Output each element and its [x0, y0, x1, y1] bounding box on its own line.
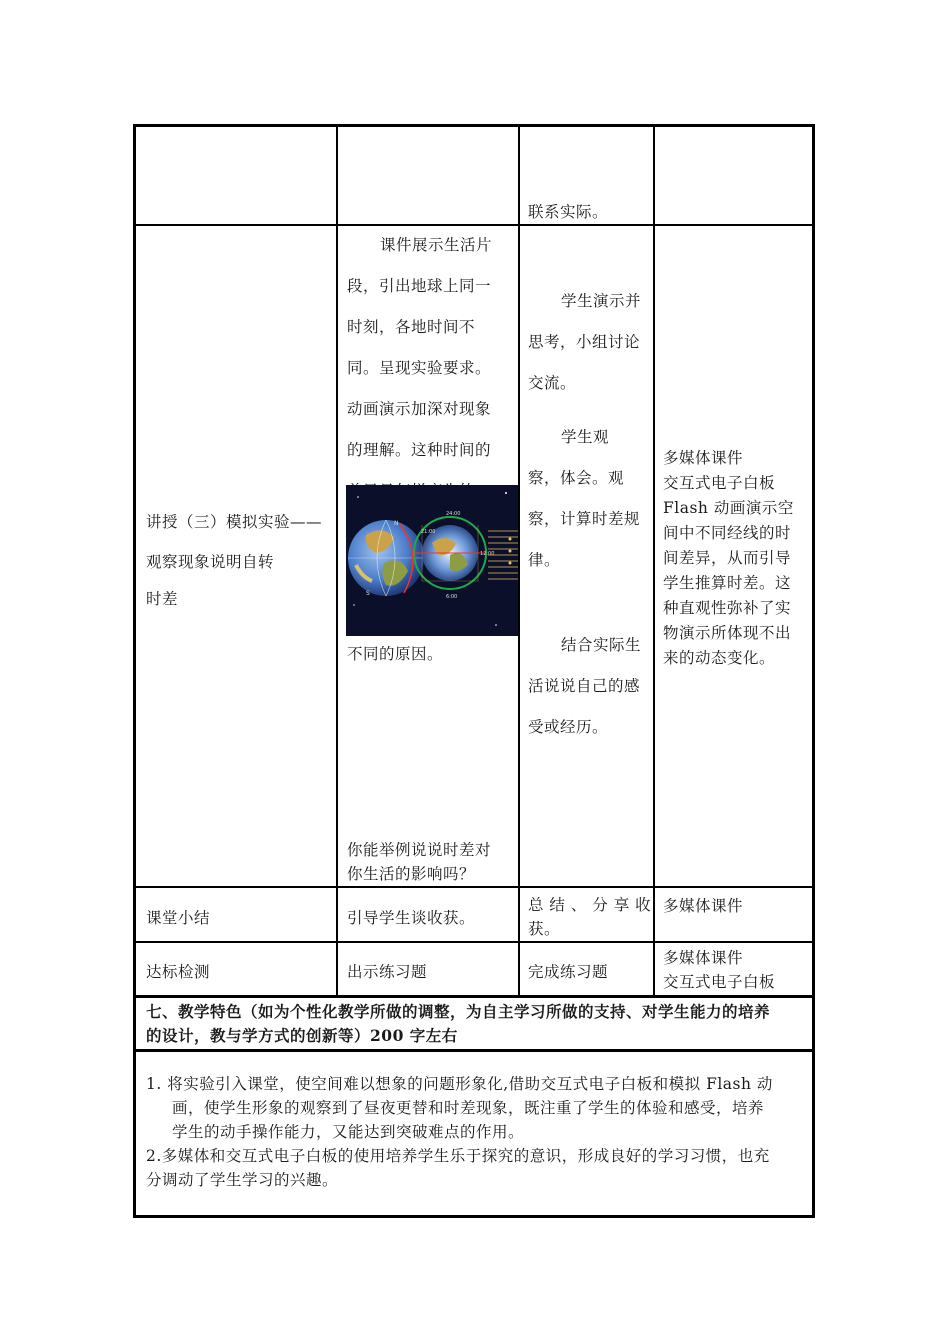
- media-desc-line: 物演示所体现不出: [663, 624, 792, 642]
- teacher-activity: [347, 225, 512, 487]
- student-line: 察，计算时差规: [528, 510, 641, 528]
- row-divider: [133, 995, 815, 998]
- test-media-line: 多媒体课件: [663, 949, 744, 967]
- earth-animation-icon: [346, 485, 518, 636]
- test-media: [663, 946, 775, 994]
- summary-student-line: 总 结 、 分 享 收: [528, 896, 652, 914]
- teacher-line: 课件展示生活片: [380, 236, 493, 254]
- teacher-after-image: 不同的原因。: [347, 645, 444, 663]
- item-2-line: 分调动了学生学习的兴趣。: [146, 1171, 339, 1189]
- column-divider: [518, 124, 520, 997]
- section-heading-line: 的设计，教与学方式的创新等）200 字左右: [146, 1026, 458, 1045]
- row-divider: [133, 1049, 815, 1052]
- item-1-line: 画，使学生形象的观察到了昼夜更替和时差现象，既注重了学生的体验和感受，培养: [172, 1099, 765, 1117]
- column-divider: [653, 124, 655, 997]
- media-desc-line: Flash 动画演示空: [663, 499, 794, 517]
- media-line: 多媒体课件: [663, 449, 744, 467]
- media-resources: [663, 446, 811, 671]
- row-divider: [133, 886, 815, 888]
- teacher-line: 时刻，各地时间不: [347, 318, 476, 336]
- summary-student: [528, 893, 651, 941]
- section-body: [146, 1072, 811, 1192]
- svg-text:12:00: 12:00: [480, 551, 495, 557]
- teacher-line: 段，引出地球上同一: [347, 277, 492, 295]
- stage-label-line1: 讲授（三）模拟实验——: [146, 513, 323, 531]
- summary-teacher: 引导学生谈收获。: [347, 909, 476, 927]
- student-line: 交流。: [528, 374, 577, 392]
- svg-text:24:00: 24:00: [446, 511, 461, 517]
- test-stage: 达标检测: [146, 963, 211, 981]
- svg-text:N: N: [394, 520, 399, 527]
- media-desc-line: 种直观性弥补了实: [663, 599, 792, 617]
- student-line: 受或经历。: [528, 718, 609, 736]
- teacher-line: 同。呈现实验要求。: [347, 359, 492, 377]
- student-line: 思考，小组讨论: [528, 333, 641, 351]
- item-1-line: 学生的动手操作能力，又能达到突破难点的作用。: [172, 1123, 525, 1141]
- column-divider: [336, 124, 338, 997]
- media-desc-line: 间中不同经线的时: [663, 524, 792, 542]
- rotating-earth-time-zones-image: [346, 485, 518, 636]
- media-desc-line: 学生推算时差。这: [663, 574, 792, 592]
- summary-media: 多媒体课件: [663, 897, 744, 915]
- test-media-line: 交互式电子白板: [663, 973, 776, 991]
- row-divider: [133, 941, 815, 943]
- item-1-line: 1. 将实验引入课堂，使空间难以想象的问题形象化,借助交互式电子白板和模拟 Flash 动: [146, 1075, 773, 1093]
- svg-text:21:00: 21:00: [421, 529, 436, 535]
- item-2-line: 2.多媒体和交互式电子白板的使用培养学生乐于探究的意识，形成良好的学习习惯，也充: [146, 1147, 770, 1165]
- summary-stage: 课堂小结: [146, 909, 211, 927]
- teacher-line: 动画演示加深对现象: [347, 400, 492, 418]
- teacher-question: [347, 838, 491, 886]
- teacher-question-line: 你生活的影响吗？: [347, 865, 476, 883]
- section-heading: [146, 1000, 811, 1048]
- student-line: 律。: [528, 551, 561, 569]
- media-line: 交互式电子白板: [663, 474, 776, 492]
- media-desc-line: 间差异，从而引导: [663, 549, 792, 567]
- stage-label-line2: 观察现象说明自转: [146, 553, 275, 571]
- summary-student-line: 获。: [528, 920, 561, 938]
- spacer: [528, 404, 650, 417]
- student-line: 学生演示并: [561, 292, 642, 310]
- student-line: 结合实际生: [561, 636, 642, 654]
- spacer: [528, 581, 650, 625]
- section-heading-line: 七、教学特色（如为个性化教学所做的调整，为自主学习所做的支持、对学生能力的培养: [146, 1002, 771, 1021]
- media-desc-line: 来的动态变化。: [663, 649, 776, 667]
- svg-text:6:00: 6:00: [446, 594, 458, 600]
- student-activity: [528, 281, 650, 748]
- test-teacher: 出示练习题: [347, 963, 428, 981]
- test-student: 完成练习题: [528, 963, 609, 981]
- svg-text:S: S: [366, 590, 370, 597]
- continued-student-text: 联系实际。: [528, 203, 609, 221]
- teacher-line: 的理解。这种时间的: [347, 441, 492, 459]
- student-line: 学生观: [561, 428, 610, 446]
- teacher-question-line: 你能举例说说时差对: [347, 841, 492, 859]
- student-line: 察，体会。观: [528, 469, 625, 487]
- stage-label-line3: 时差: [146, 590, 179, 608]
- student-line: 活说说自己的感: [528, 677, 641, 695]
